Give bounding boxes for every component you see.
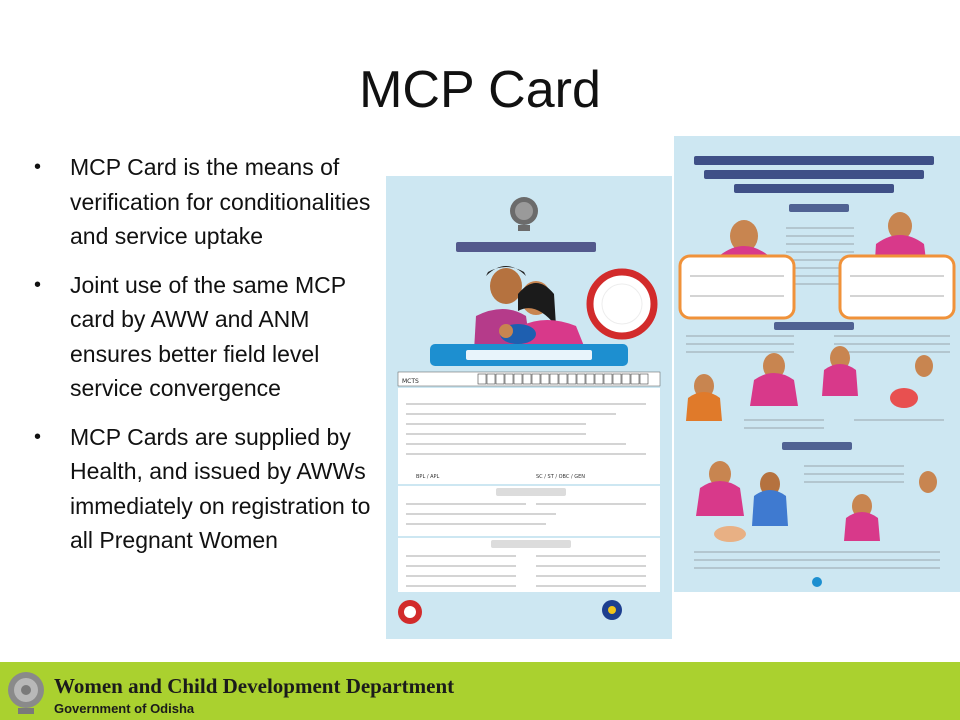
- bullet-item: [30, 420, 375, 558]
- bullet-list: [30, 150, 375, 572]
- bullet-icon: •: [34, 156, 42, 178]
- mcp-card-front-illustration: [386, 176, 672, 639]
- bullet-item: [30, 268, 375, 406]
- anm-signature-box: [840, 256, 954, 318]
- odisha-government-emblem-icon: [4, 668, 48, 718]
- aww-signature-box: [680, 256, 794, 318]
- bullet-text: MCP Card is the means of verification for conditionalities and service uptake: [70, 154, 371, 249]
- card-seal-icon: [590, 272, 654, 336]
- icds-logo-icon: [602, 600, 622, 620]
- bpl-apl-label: BPL / APL: [416, 474, 440, 480]
- parents-illustration: [474, 266, 586, 351]
- department-name: Women and Child Development Department: [54, 674, 455, 698]
- child-care-illustration: [686, 346, 933, 421]
- mcp-card-inner-image: [674, 136, 960, 592]
- bullet-text: MCP Cards are supplied by Health, and issued by AWWs immediately on registration to all Pregnant Women: [70, 423, 371, 553]
- bullet-item: [30, 150, 375, 254]
- mcts-label: MCTS: [402, 378, 419, 385]
- bullet-text: Joint use of the same MCP card by AWW and ANM ensures better field level service convergence: [70, 271, 346, 401]
- government-name: Government of Odisha: [54, 701, 195, 716]
- caste-label: SC / ST / OBC / GEN: [536, 474, 586, 480]
- mcp-card-inner-illustration: [674, 136, 960, 592]
- mcp-card-front-image: [386, 176, 672, 639]
- family-feeding-illustration: [696, 461, 937, 542]
- slide-title: MCP Card: [359, 61, 601, 119]
- nrhm-logo-icon: [398, 600, 422, 624]
- bullet-icon: •: [34, 273, 42, 296]
- odisha-emblem-icon: [510, 197, 538, 231]
- bullet-icon: •: [34, 425, 42, 448]
- footer-bar: [0, 662, 960, 720]
